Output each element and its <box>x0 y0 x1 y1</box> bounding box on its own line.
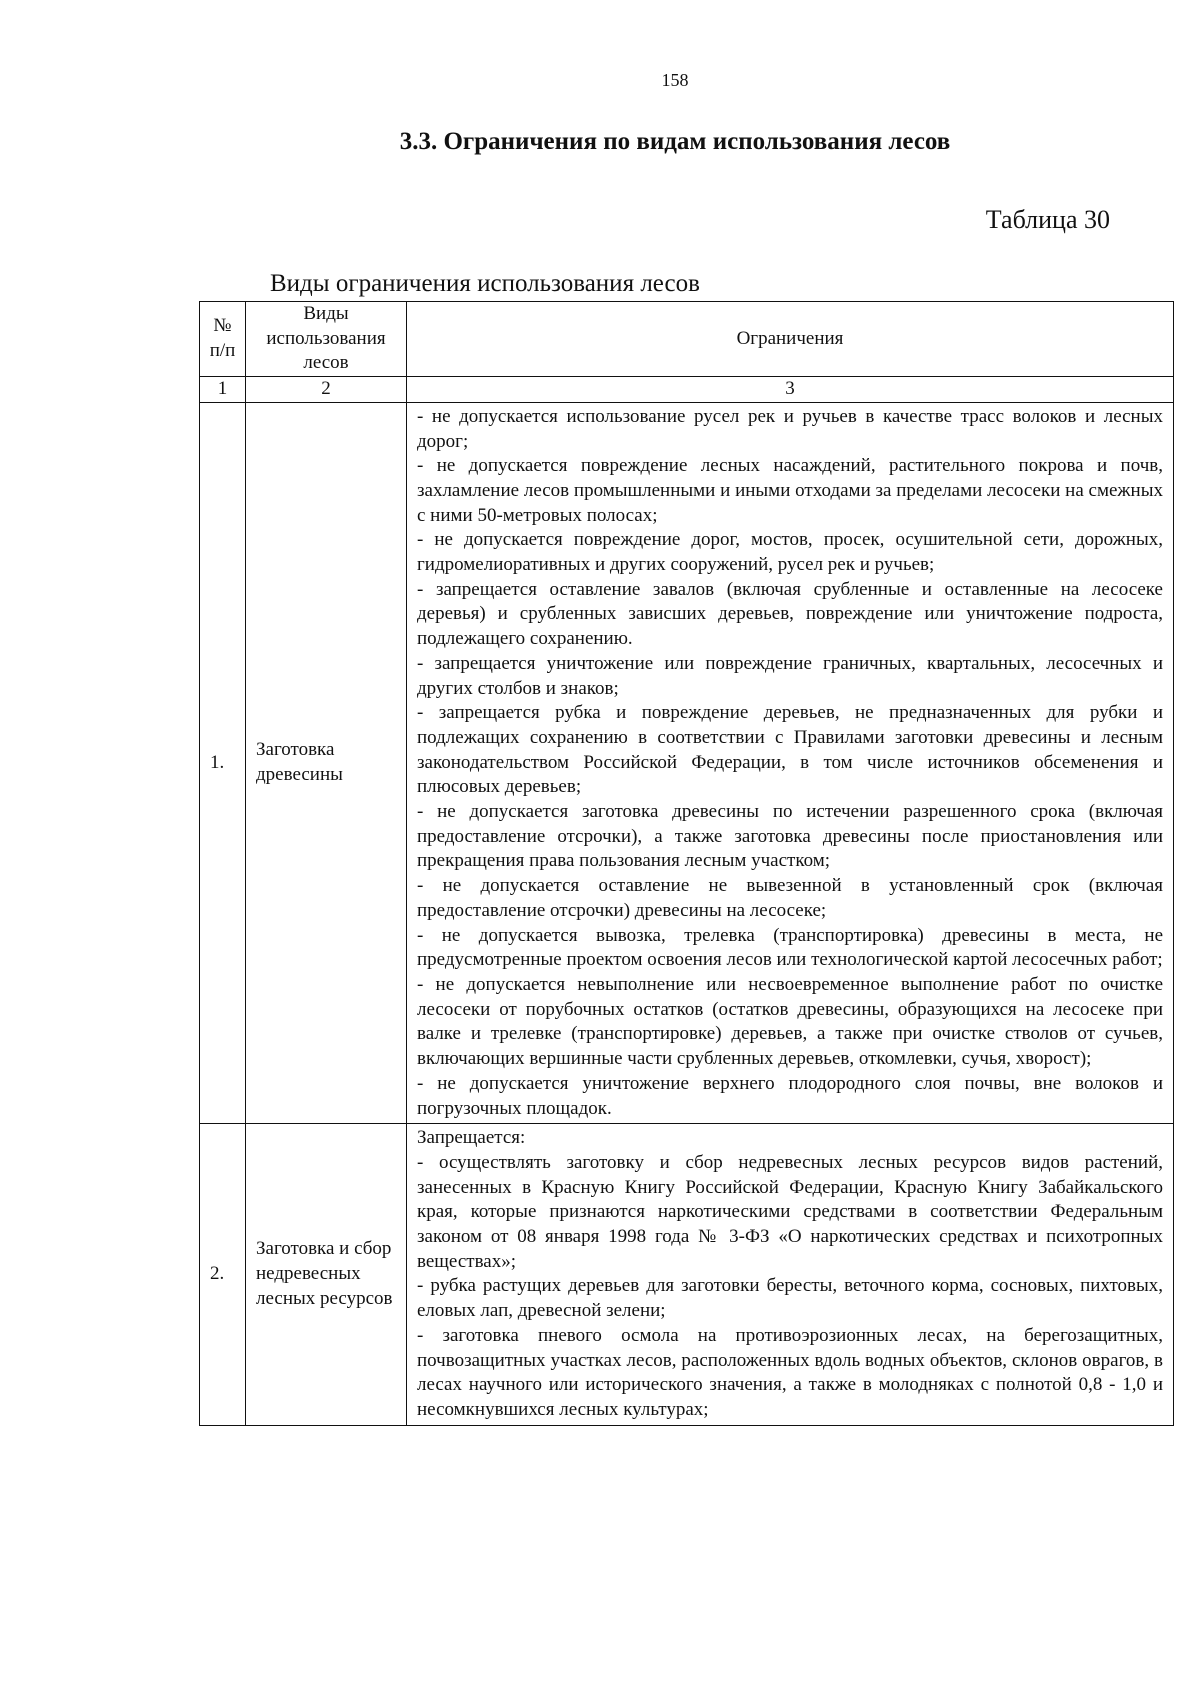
row-number: 2. <box>200 1124 246 1425</box>
row-restrictions <box>407 1124 1174 1425</box>
row-kind: Заготовка древесины <box>246 402 407 1123</box>
restriction-item: - не допускается оставление не вывезенной в установленный срок (включая предоставление отсрочки) древесины на лесосеке; <box>417 875 1163 921</box>
column-number-row <box>200 377 1174 403</box>
restriction-item: - заготовка пневого осмола на противоэрозионных лесах, на берегозащитных, почвозащитных участках лесов, расположенных вдоль водных объектов, склонов оврагов, в лесах научного или исторического значения, а также в молодняках с полнотой 0,8 - 1,0 и несомкнувшихся лесных культурах; <box>417 1324 1163 1420</box>
table-caption: Виды ограничения использования лесов <box>270 270 700 297</box>
column-number: 1 <box>200 377 246 403</box>
row-kind: Заготовка и сбор недревесных лесных ресурсов <box>246 1124 407 1425</box>
restriction-item: - не допускается использование русел рек и ручьев в качестве трасс волоков и лесных дорог; <box>417 405 1163 452</box>
column-number: 3 <box>407 377 1174 403</box>
restriction-item: - не допускается уничтожение верхнего плодородного слоя почвы, вне волоков и погрузочных площадок. <box>417 1072 1163 1119</box>
restriction-item: - не допускается повреждение дорог, мостов, просек, осушительной сети, дорожных, гидромелиоративных и других сооружений, русел рек и ручьев; <box>417 529 1163 576</box>
restriction-item: - осуществлять заготовку и сбор недревесных лесных ресурсов видов растений, занесенных в Красную Книгу Российской Федерации, Красную Книгу Забайкальского края, которые признаются наркотическими средствами в соответствии Федеральным законом от 08 января 1998 года № 3-ФЗ «О наркотических средствах и психотропных веществах»; <box>417 1151 1163 1272</box>
table-row <box>200 402 1174 1123</box>
restrictions-table <box>199 301 1174 1426</box>
column-header-restrictions: Ограничения <box>407 302 1174 377</box>
restriction-item: - запрещается рубка и повреждение деревьев, не предназначенных для рубки и подлежащих сохранению в соответствии с Правилами заготовки древесины и лесным законодательством Российской Федерации, в том числе источников обсеменения и плюсовых деревьев; <box>417 702 1163 798</box>
restriction-item: - не допускается заготовка древесины по истечении разрешенного срока (включая предоставление отсрочки), а также заготовка древесины после приостановления или прекращения права пользования лесным участком; <box>417 801 1163 872</box>
restriction-item: - не допускается повреждение лесных насаждений, растительного покрова и почв, захламление лесов промышленными и иными отходами за пределами лесосеки на смежных с ними 50-метровых полосах; <box>417 455 1163 526</box>
restriction-item: Запрещается: <box>417 1127 526 1149</box>
restriction-item: - запрещается уничтожение или повреждение граничных, квартальных, лесосечных и других столбов и знаков; <box>417 652 1163 699</box>
restriction-item: - не допускается невыполнение или несвоевременное выполнение работ по очистке лесосеки от порубочных остатков (остатков древесины, образующихся на лесосеке при валке и трелевке (транспортировке) деревьев, а также при очистке стволов от сучьев, включающих вершинные части срубленных деревьев, откомлевки, сучья, хворост); <box>417 973 1163 1070</box>
table-header-row <box>200 302 1174 377</box>
row-restrictions <box>407 402 1174 1123</box>
table-row <box>200 1124 1174 1425</box>
restriction-item: - рубка растущих деревьев для заготовки бересты, веточного корма, сосновых, пихтовых, еловых лап, древесной зелени; <box>417 1275 1163 1322</box>
column-header-number: № п/п <box>200 302 246 377</box>
row-number: 1. <box>200 402 246 1123</box>
restriction-item: - не допускается вывозка, трелевка (транспортировка) древесины в места, не предусмотренные проектом освоения лесов или технологической картой лесосечных работ; <box>417 924 1163 971</box>
restriction-item: - запрещается оставление завалов (включая срубленные и оставленные на лесосеке деревья) и срубленных зависших деревьев, повреждение или уничтожение подроста, подлежащего сохранению. <box>417 578 1163 650</box>
column-number: 2 <box>246 377 407 403</box>
page-number: 158 <box>661 70 689 90</box>
column-header-kind: Виды использования лесов <box>246 302 407 377</box>
table-label: Таблица 30 <box>985 205 1110 234</box>
section-title: 3.3. Ограничения по видам использования лесов <box>399 128 951 155</box>
